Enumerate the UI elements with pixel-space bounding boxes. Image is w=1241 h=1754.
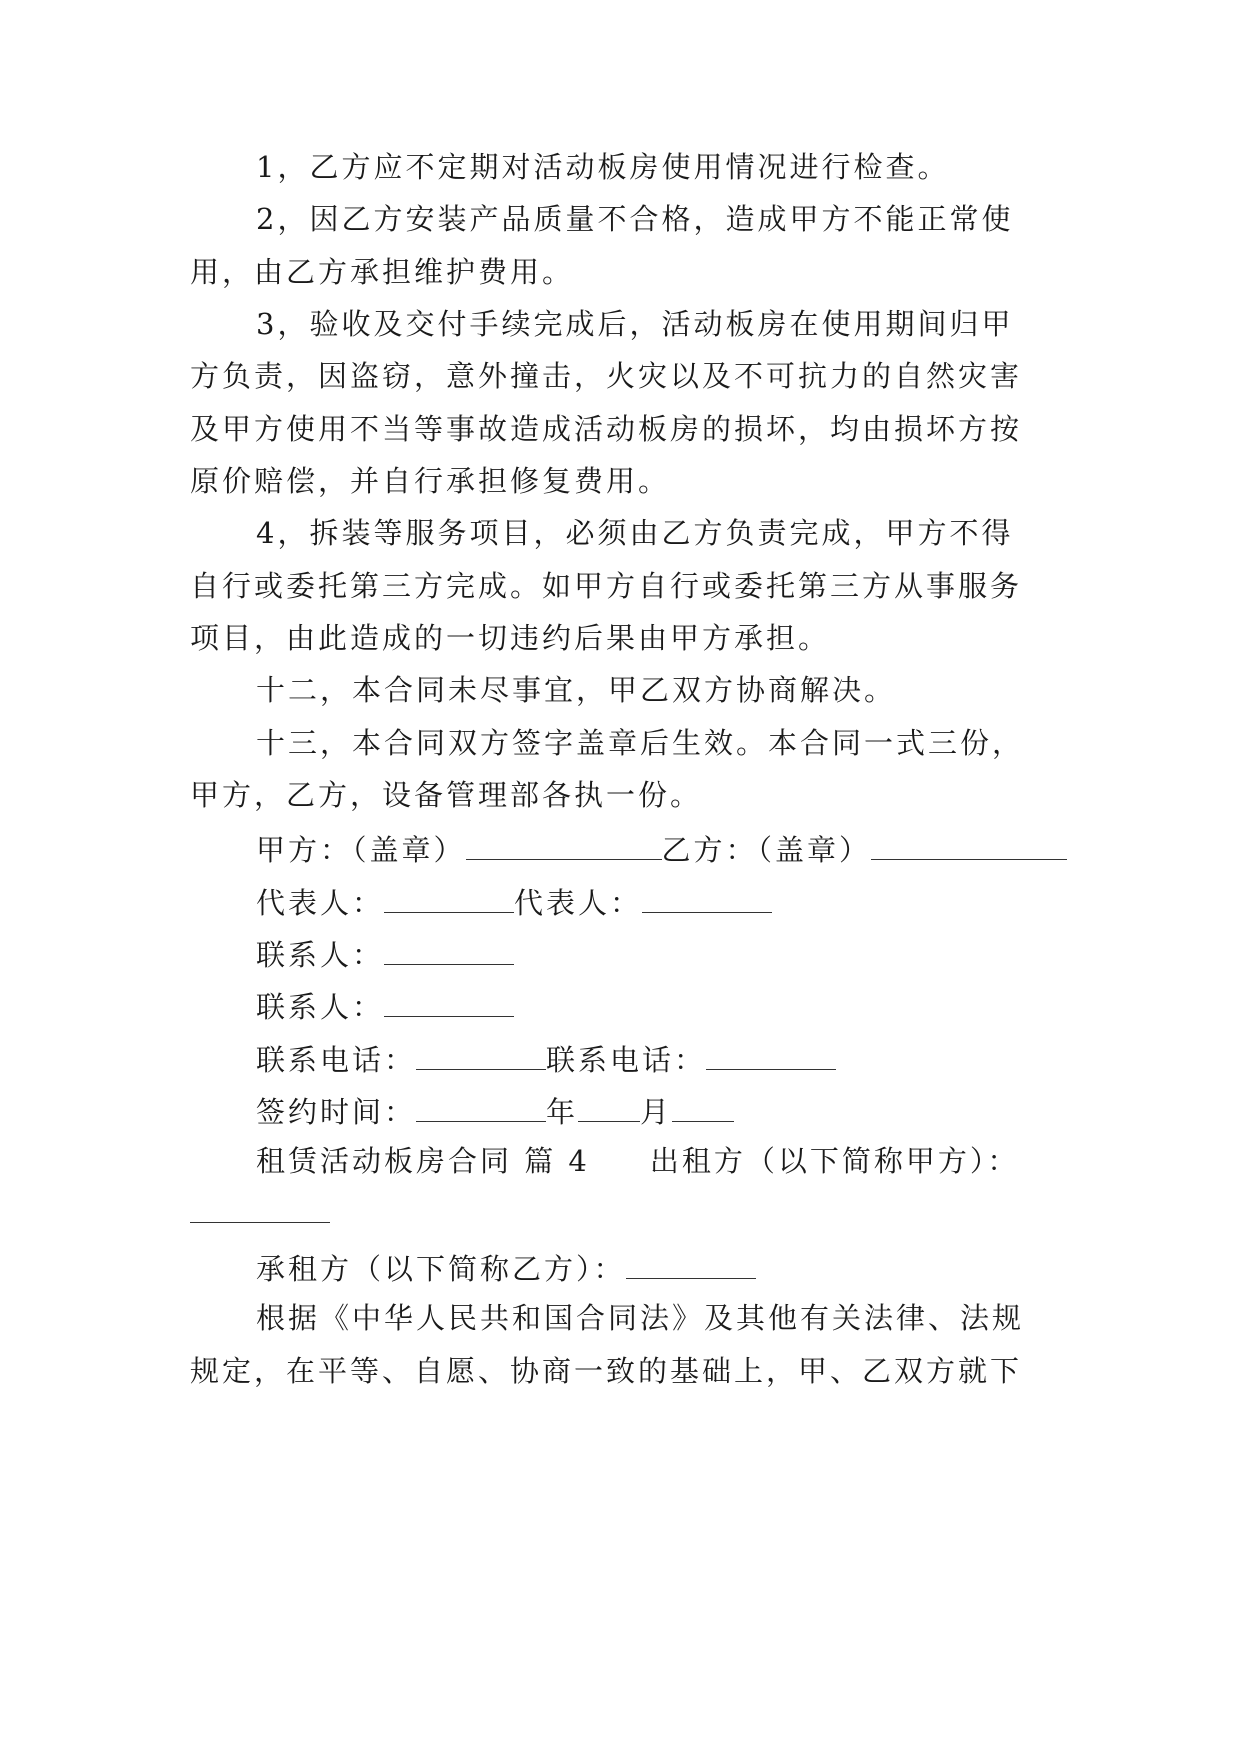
clause-3-line-4: 原价赔偿，并自行承担修复费用。 <box>190 464 671 498</box>
party-a-label: 甲方：（盖章） <box>256 833 466 867</box>
phone-a-field[interactable] <box>416 1043 546 1070</box>
contact-2-label: 联系人： <box>256 990 385 1024</box>
sign-month-field[interactable] <box>578 1095 640 1122</box>
clause-3-line-2: 方负责，因盗窃，意外撞击，火灾以及不可抗力的自然灾害 <box>190 359 1023 393</box>
lessor-name-field[interactable] <box>190 1196 330 1223</box>
phone-a-label: 联系电话： <box>256 1043 417 1077</box>
lessee-label: 承租方（以下简称乙方）： <box>256 1252 626 1286</box>
contact-2-field[interactable] <box>384 990 514 1017</box>
rep-a-label: 代表人： <box>256 886 385 920</box>
article-13-line-1: 十三，本合同双方签字盖章后生效。本合同一式三份， <box>256 726 1025 760</box>
sign-day-field[interactable] <box>672 1095 734 1122</box>
party-a-seal-field[interactable] <box>466 833 662 860</box>
party-signature-row <box>256 833 1126 865</box>
lessee-name-field[interactable] <box>626 1252 756 1279</box>
lessee-row <box>256 1252 1126 1284</box>
section-4-title: 租赁活动板房合同 篇 4 <box>256 1144 590 1178</box>
article-12: 十二，本合同未尽事宜，甲乙双方协商解决。 <box>256 673 897 707</box>
section-4-para-line-2: 规定，在平等、自愿、协商一致的基础上，甲、乙双方就下 <box>190 1354 1023 1388</box>
party-b-label: 乙方：（盖章） <box>661 833 872 867</box>
rep-b-label: 代表人： <box>514 886 643 920</box>
representative-row <box>256 886 1126 918</box>
lessor-label: 出租方（以下简称甲方）： <box>649 1144 1020 1178</box>
sign-date-row <box>256 1095 1126 1127</box>
phone-row <box>256 1043 1126 1075</box>
phone-b-label: 联系电话： <box>546 1043 707 1077</box>
clause-4-line-1: 4，拆装等服务项目，必须由乙方负责完成，甲方不得 <box>256 516 1014 550</box>
year-label: 年 <box>546 1095 579 1129</box>
clause-2-line-1: 2，因乙方安装产品质量不合格，造成甲方不能正常使 <box>256 202 1014 236</box>
sign-year-field[interactable] <box>416 1095 546 1122</box>
clause-3-line-3: 及甲方使用不当等事故造成活动板房的损坏，均由损坏方按 <box>190 412 1023 446</box>
contact-row-2 <box>256 990 1126 1022</box>
clause-2-line-2: 用，由乙方承担维护费用。 <box>190 255 575 289</box>
section-4-heading-row <box>256 1144 1126 1178</box>
clause-3-line-1: 3，验收及交付手续完成后，活动板房在使用期间归甲 <box>256 307 1014 341</box>
contact-1-field[interactable] <box>384 938 514 965</box>
clause-1: 1，乙方应不定期对活动板房使用情况进行检查。 <box>256 150 950 184</box>
contact-1-label: 联系人： <box>256 938 385 972</box>
section-4-para-line-1: 根据《中华人民共和国合同法》及其他有关法律、法规 <box>256 1301 1025 1335</box>
month-label: 月 <box>640 1095 673 1129</box>
contact-row-1 <box>256 938 1126 970</box>
party-b-seal-field[interactable] <box>871 833 1067 860</box>
article-13-line-2: 甲方，乙方，设备管理部各执一份。 <box>190 778 703 812</box>
clause-4-line-3: 项目，由此造成的一切违约后果由甲方承担。 <box>190 621 831 655</box>
phone-b-field[interactable] <box>706 1043 836 1070</box>
rep-b-field[interactable] <box>642 886 772 913</box>
clause-4-line-2: 自行或委托第三方完成。如甲方自行或委托第三方从事服务 <box>190 569 1023 603</box>
sign-time-label: 签约时间： <box>256 1095 417 1129</box>
rep-a-field[interactable] <box>384 886 514 913</box>
